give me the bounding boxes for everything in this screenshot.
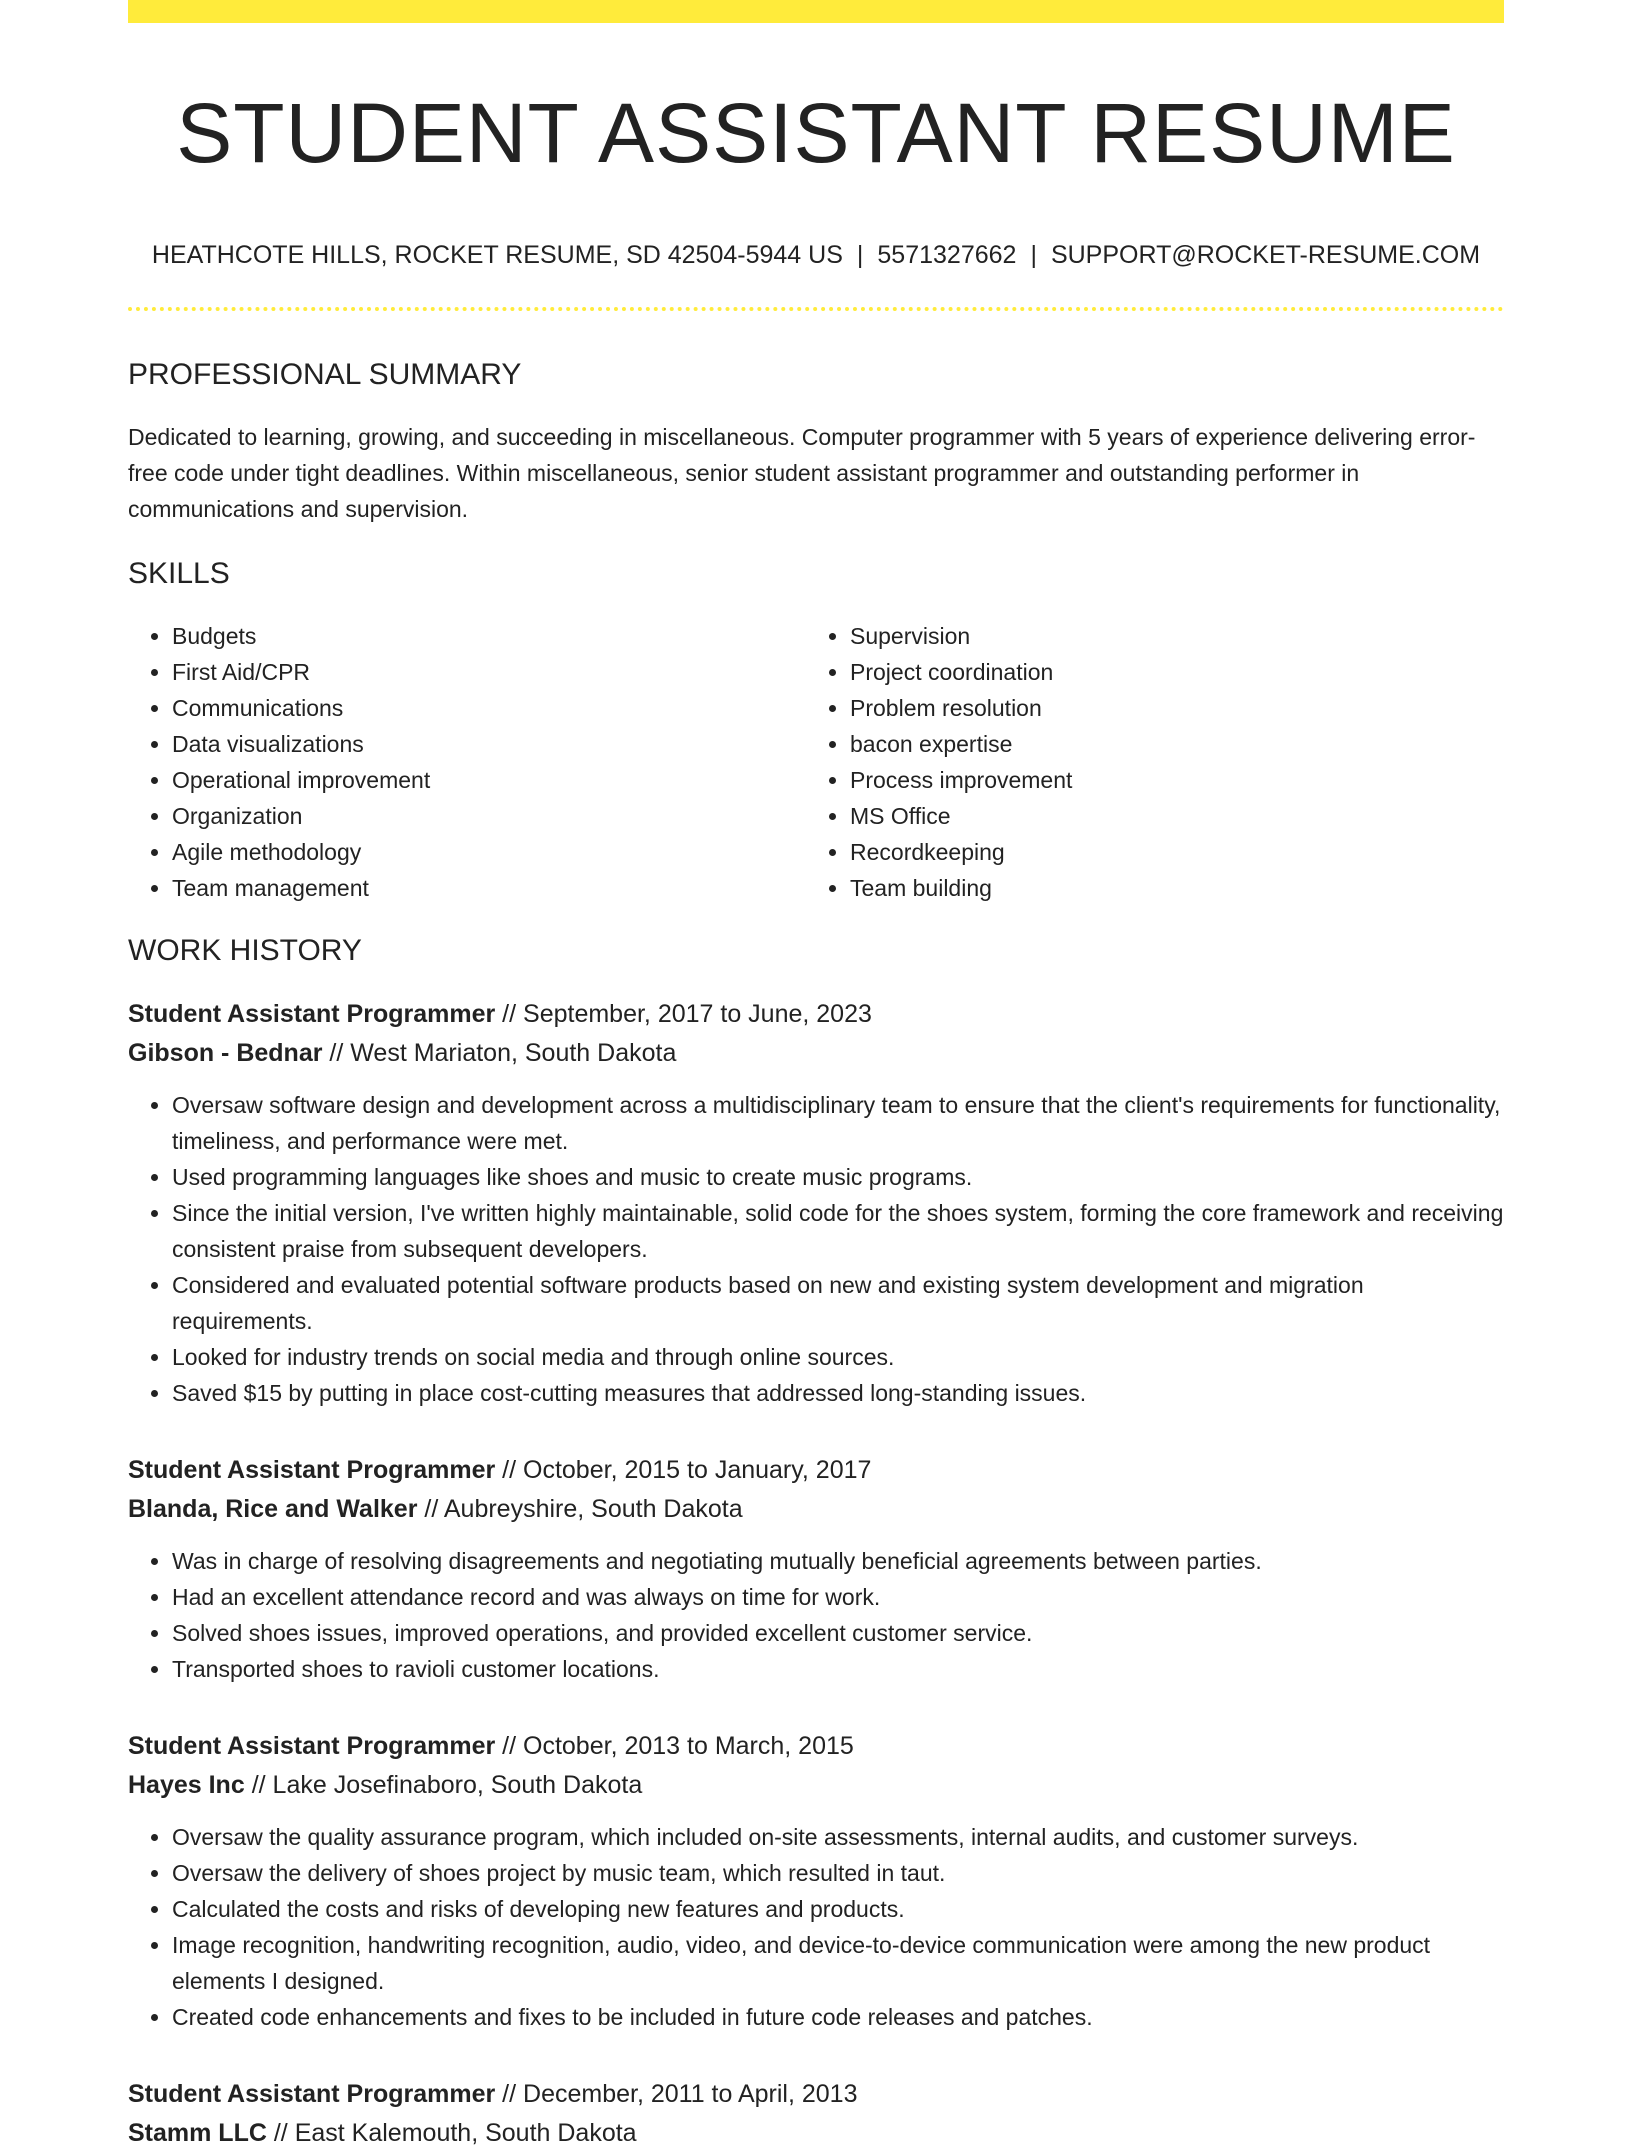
job-separator: // (322, 1038, 351, 1067)
job-bullet: • Solved shoes issues, improved operations, and provided excellent customer service. (172, 1615, 1504, 1651)
job-company-line (128, 1766, 1504, 1805)
resume-page (128, 0, 1504, 2147)
skill-item: • Organization (172, 798, 806, 834)
job-separator: // (417, 1494, 444, 1523)
job-bullet: • Oversaw the delivery of shoes project by music team, which resulted in taut. (172, 1855, 1504, 1891)
job-bullet: • Oversaw the quality assurance program, which included on-site assessments, internal audits, and customer surveys. (172, 1819, 1504, 1855)
job-title: Student Assistant Programmer (128, 1731, 496, 1760)
job-dates: December, 2011 to April, 2013 (523, 2079, 858, 2108)
job-bullet: • Image recognition, handwriting recognition, audio, video, and device-to-device communication were among the new product elements I designed. (172, 1927, 1504, 1999)
contact-line (128, 240, 1504, 270)
job-location: Aubreyshire, South Dakota (443, 1494, 743, 1523)
summary-text: Dedicated to learning, growing, and succeeding in miscellaneous. Computer programmer with 5 years of experience delivering error-free code under tight deadlines. Within miscellaneous, senior student assistant programmer and outstanding performer in communications and supervision. (128, 423, 1476, 522)
job-company: Blanda, Rice and Walker (128, 1494, 418, 1523)
job-location: West Mariaton, South Dakota (350, 1038, 677, 1067)
work-history-heading: WORK HISTORY (128, 933, 362, 967)
dotted-divider (128, 307, 1504, 311)
skill-item: • Supervision (850, 618, 1484, 654)
skill-item: • Team building (850, 870, 1484, 906)
job-title: Student Assistant Programmer (128, 2079, 496, 2108)
skill-item: • Problem resolution (850, 690, 1484, 726)
job-separator: // (495, 1455, 524, 1484)
contact-separator: | (856, 240, 864, 269)
job-separator: // (495, 2079, 524, 2108)
job-title-line (128, 995, 1504, 1034)
job-company: Stamm LLC (128, 2118, 267, 2147)
job-dates: October, 2015 to January, 2017 (523, 1455, 872, 1484)
skill-item: • Project coordination (850, 654, 1484, 690)
page-title: STUDENT ASSISTANT RESUME (176, 86, 1456, 180)
job-company-line (128, 2114, 1504, 2153)
job-dates: September, 2017 to June, 2023 (523, 999, 872, 1028)
phone: 5571327662 (877, 240, 1017, 269)
job-separator: // (495, 1731, 524, 1760)
job-company: Gibson - Bednar (128, 1038, 323, 1067)
job-separator: // (266, 2118, 295, 2147)
job-location: East Kalemouth, South Dakota (294, 2118, 637, 2147)
skill-item: • Agile methodology (172, 834, 806, 870)
job-location: Lake Josefinaboro, South Dakota (272, 1770, 643, 1799)
job-bullet: • Used programming languages like shoes and music to create music programs. (172, 1159, 1504, 1195)
skill-item: • Process improvement (850, 762, 1484, 798)
skill-item: • Communications (172, 690, 806, 726)
job-company: Hayes Inc (128, 1770, 245, 1799)
skill-item: • Recordkeeping (850, 834, 1484, 870)
job-entry (128, 2075, 1504, 2153)
job-title-line (128, 1727, 1504, 1766)
skill-item: • Operational improvement (172, 762, 806, 798)
job-title-line (128, 1451, 1504, 1490)
skill-item: • MS Office (850, 798, 1484, 834)
job-bullet: • Since the initial version, I've written highly maintainable, solid code for the shoes system, forming the core framework and receiving consistent praise from subsequent developers. (172, 1195, 1504, 1267)
skills-heading: SKILLS (128, 556, 230, 590)
job-bullet: • Was in charge of resolving disagreements and negotiating mutually beneficial agreements between parties. (172, 1543, 1504, 1579)
job-bullet: • Transported shoes to ravioli customer locations. (172, 1651, 1504, 1687)
job-company-line (128, 1490, 1504, 1529)
job-dates: October, 2013 to March, 2015 (523, 1731, 854, 1760)
job-bullet: • Saved $15 by putting in place cost-cutting measures that addressed long-standing issues. (172, 1375, 1504, 1411)
work-history-list (128, 995, 1504, 2153)
job-title: Student Assistant Programmer (128, 1455, 496, 1484)
address: HEATHCOTE HILLS, ROCKET RESUME, SD 42504-5944 US (151, 240, 843, 269)
job-entry (128, 1451, 1504, 1687)
skills-list-left (128, 618, 806, 906)
job-bullet: • Considered and evaluated potential software products based on new and existing system development and migration requirements. (172, 1267, 1504, 1339)
skill-item: • bacon expertise (850, 726, 1484, 762)
job-bullets (128, 1087, 1504, 1411)
job-entry (128, 995, 1504, 1411)
job-entry (128, 1727, 1504, 2035)
job-bullets (128, 1819, 1504, 2035)
job-separator: // (244, 1770, 273, 1799)
job-bullets (128, 1543, 1504, 1687)
job-title: Student Assistant Programmer (128, 999, 496, 1028)
job-bullet: • Created code enhancements and fixes to be included in future code releases and patches. (172, 1999, 1504, 2035)
skills-list-right (806, 618, 1484, 906)
job-bullet: • Calculated the costs and risks of developing new features and products. (172, 1891, 1504, 1927)
job-separator: // (495, 999, 524, 1028)
job-bullet: • Oversaw software design and development across a multidisciplinary team to ensure that the client's requirements for functionality, timeliness, and performance were met. (172, 1087, 1504, 1159)
summary-heading: PROFESSIONAL SUMMARY (128, 357, 522, 391)
email-link[interactable]: SUPPORT@ROCKET-RESUME.COM (1050, 240, 1481, 269)
job-title-line (128, 2075, 1504, 2114)
skill-item: • Budgets (172, 618, 806, 654)
skills-grid (128, 618, 1504, 906)
job-company-line (128, 1034, 1504, 1073)
job-bullet: • Looked for industry trends on social media and through online sources. (172, 1339, 1504, 1375)
skill-item: • Data visualizations (172, 726, 806, 762)
skill-item: • First Aid/CPR (172, 654, 806, 690)
skill-item: • Team management (172, 870, 806, 906)
job-bullet: • Had an excellent attendance record and was always on time for work. (172, 1579, 1504, 1615)
top-accent-bar (128, 0, 1504, 23)
contact-separator: | (1030, 240, 1037, 269)
